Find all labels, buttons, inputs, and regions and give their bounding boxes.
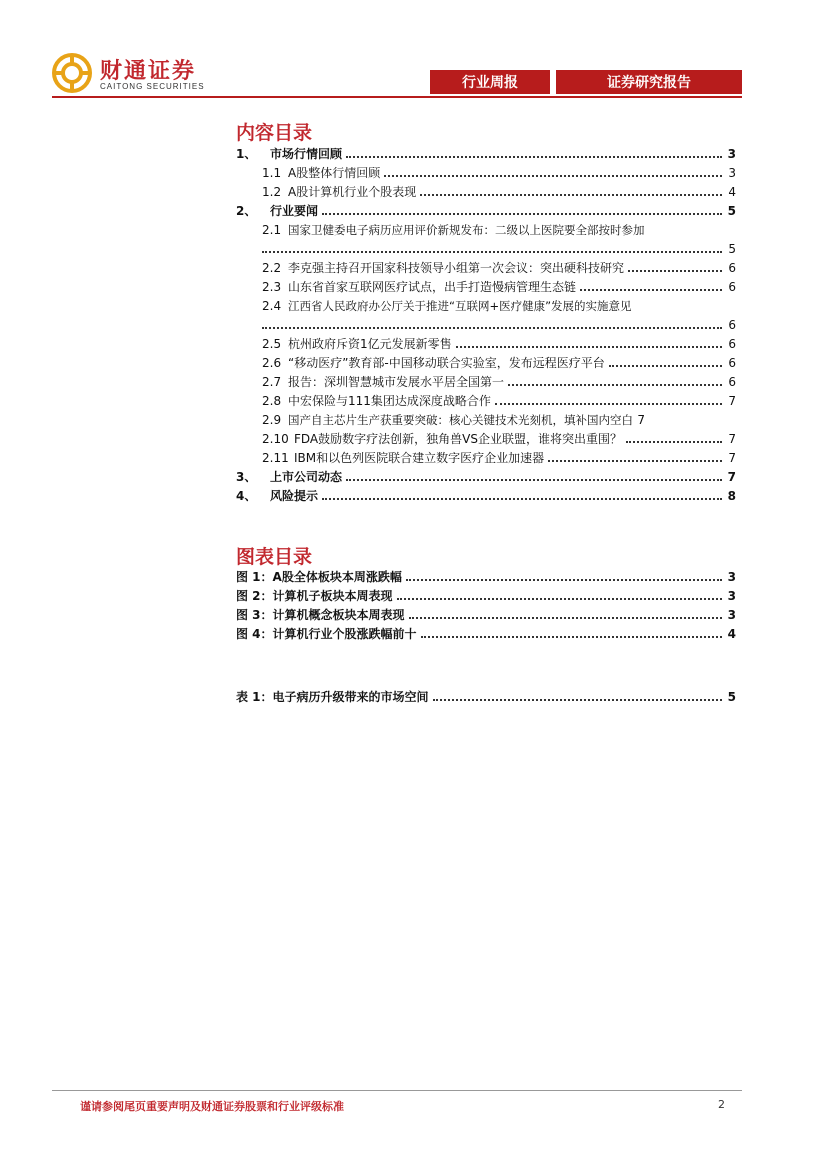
toc-leader-dots <box>433 699 722 701</box>
toc-leader-dots <box>346 156 722 158</box>
toc-item-page: 8 <box>727 489 736 503</box>
toc-item[interactable] <box>262 335 736 353</box>
toc-item-label: IBM和以色列医院联合建立数字医疗企业加速器 <box>294 451 545 465</box>
figure-item[interactable] <box>236 587 736 605</box>
toc-item[interactable] <box>262 449 736 467</box>
figure-item-label: 图 2：计算机子板块本周表现 <box>236 589 393 603</box>
toc-item-page: 6 <box>728 318 736 332</box>
toc-item-label: 李克强主持召开国家科技领导小组第一次会议：突出硬科技研究 <box>288 261 625 275</box>
toc-item-number: 2.7 <box>262 375 282 389</box>
company-logo <box>52 53 222 95</box>
figure-item-label: 图 3：计算机概念板块本周表现 <box>236 608 405 622</box>
toc-item[interactable] <box>262 278 736 296</box>
toc-item-number: 2.9 <box>262 413 282 427</box>
figures-title: 图表目录 <box>236 546 313 568</box>
toc-leader-dots <box>346 479 722 481</box>
report-type-tag: 行业周报 <box>430 70 550 94</box>
toc-item[interactable] <box>262 297 736 315</box>
toc-item-page: 4 <box>728 185 736 199</box>
toc-item-label: 国家卫健委电子病历应用评价新规发布：二级以上医院要全部按时参加 <box>288 223 645 237</box>
toc-leader-dots <box>262 327 722 329</box>
toc-item-page: 3 <box>728 166 736 180</box>
figure-item[interactable] <box>236 625 736 643</box>
toc-leader-dots <box>580 289 722 291</box>
table-item[interactable] <box>236 688 736 706</box>
toc-item[interactable] <box>262 183 736 201</box>
toc-item-page: 7 <box>728 432 736 446</box>
toc-item-page: 7 <box>727 470 736 484</box>
toc-item-label: “移动医疗”教育部-中国移动联合实验室，发布远程医疗平台 <box>288 356 605 370</box>
toc-item-continuation <box>262 240 736 258</box>
toc-item[interactable] <box>262 411 736 429</box>
toc-leader-dots <box>384 175 722 177</box>
toc-item-number: 2.11 <box>262 451 289 465</box>
toc-leader-dots <box>420 194 722 196</box>
logo-icon <box>52 53 92 93</box>
toc-item-page: 6 <box>728 280 736 294</box>
toc-item-number: 3、 <box>236 470 257 484</box>
toc-item-page: 5 <box>728 242 736 256</box>
toc-item-number: 1.1 <box>262 166 282 180</box>
figure-item-page: 3 <box>727 589 736 603</box>
toc-item-page: 7 <box>728 451 736 465</box>
footer-disclaimer: 谨请参阅尾页重要声明及财通证券股票和行业评级标准 <box>80 1100 344 1113</box>
toc-item-page: 5 <box>727 204 736 218</box>
toc-leader-dots <box>508 384 722 386</box>
toc-item-label: 山东省首家互联网医疗试点，出手打造慢病管理生态链 <box>288 280 577 294</box>
toc-leader-dots <box>456 346 722 348</box>
footer-divider <box>52 1090 742 1091</box>
toc-leader-dots <box>628 270 722 272</box>
table-item-label: 表 1：电子病历升级带来的市场空间 <box>236 690 429 704</box>
toc-leader-dots <box>262 251 722 253</box>
logo-text-en: CAITONG SECURITIES <box>100 82 205 91</box>
toc-leader-dots <box>495 403 722 405</box>
toc-item-page: 6 <box>728 375 736 389</box>
toc-item-page: 6 <box>728 356 736 370</box>
contents-title: 内容目录 <box>236 122 313 144</box>
toc-item-page: 6 <box>728 261 736 275</box>
toc-item[interactable] <box>236 202 736 220</box>
toc-item[interactable] <box>262 430 736 448</box>
toc-item-number: 2.2 <box>262 261 282 275</box>
toc-item-label: 报告：深圳智慧城市发展水平居全国第一 <box>288 375 505 389</box>
toc-item-page: 7 <box>637 413 645 427</box>
figure-item-page: 4 <box>727 627 736 641</box>
figure-item[interactable] <box>236 606 736 624</box>
toc-item-page: 6 <box>728 337 736 351</box>
toc-leader-dots <box>626 441 722 443</box>
toc-item-label: 杭州政府斥资1亿元发展新零售 <box>288 337 452 351</box>
page-number: 2 <box>718 1098 725 1111</box>
toc-item-label: 市场行情回顾 <box>270 147 343 161</box>
toc-item-number: 4、 <box>236 489 257 503</box>
toc-leader-dots <box>409 617 722 619</box>
toc-item-number: 2.8 <box>262 394 282 408</box>
toc-leader-dots <box>406 579 722 581</box>
toc-item[interactable] <box>236 487 736 505</box>
toc-item-number: 2.3 <box>262 280 282 294</box>
toc-item-number: 2.4 <box>262 299 282 313</box>
toc-item-page: 7 <box>728 394 736 408</box>
logo-text-cn: 财通证券 <box>100 59 197 84</box>
toc-item-label: 上市公司动态 <box>270 470 343 484</box>
table-item-page: 5 <box>727 690 736 704</box>
toc-item[interactable] <box>262 221 736 239</box>
figure-item-page: 3 <box>727 570 736 584</box>
toc-item[interactable] <box>236 468 736 486</box>
toc-item-continuation <box>262 316 736 334</box>
toc-leader-dots <box>397 598 722 600</box>
figure-item-page: 3 <box>727 608 736 622</box>
toc-item-label: 国产自主芯片生产获重要突破：核心关键技术光刻机，填补国内空白 <box>288 413 633 427</box>
toc-item[interactable] <box>236 145 736 163</box>
toc-item-page: 3 <box>727 147 736 161</box>
toc-leader-dots <box>322 498 722 500</box>
figure-item-label: 图 1：A股全体板块本周涨跌幅 <box>236 570 402 584</box>
toc-leader-dots <box>421 636 722 638</box>
toc-item-label: A股整体行情回顾 <box>288 166 381 180</box>
toc-item-number: 2.6 <box>262 356 282 370</box>
toc-item-number: 2.1 <box>262 223 282 237</box>
toc-item-number: 2.5 <box>262 337 282 351</box>
toc-item-number: 1、 <box>236 147 257 161</box>
toc-item-number: 1.2 <box>262 185 282 199</box>
figure-item[interactable] <box>236 568 736 586</box>
toc-item[interactable] <box>262 354 736 372</box>
toc-item-number: 2.10 <box>262 432 289 446</box>
toc-item-label: A股计算机行业个股表现 <box>288 185 417 199</box>
toc-item-label: 风险提示 <box>270 489 319 503</box>
toc-leader-dots <box>609 365 722 367</box>
toc-item[interactable] <box>262 373 736 391</box>
toc-leader-dots <box>322 213 722 215</box>
report-category-tag: 证券研究报告 <box>556 70 742 94</box>
toc-item-label: 行业要闻 <box>270 204 319 218</box>
toc-item[interactable] <box>262 259 736 277</box>
header-divider <box>52 96 742 98</box>
toc-leader-dots <box>548 460 722 462</box>
header-tags <box>430 70 742 94</box>
toc-item-label: 中宏保险与111集团达成深度战略合作 <box>288 394 491 408</box>
toc-item-label: FDA鼓励数字疗法创新，独角兽VS企业联盟，谁将突出重围？ <box>294 432 622 446</box>
toc-item-label: 江西省人民政府办公厅关于推进“互联网+医疗健康”发展的实施意见 <box>288 299 632 313</box>
toc-item-number: 2、 <box>236 204 257 218</box>
figure-item-label: 图 4：计算机行业个股涨跌幅前十 <box>236 627 417 641</box>
toc-item[interactable] <box>262 392 736 410</box>
toc-item[interactable] <box>262 164 736 182</box>
